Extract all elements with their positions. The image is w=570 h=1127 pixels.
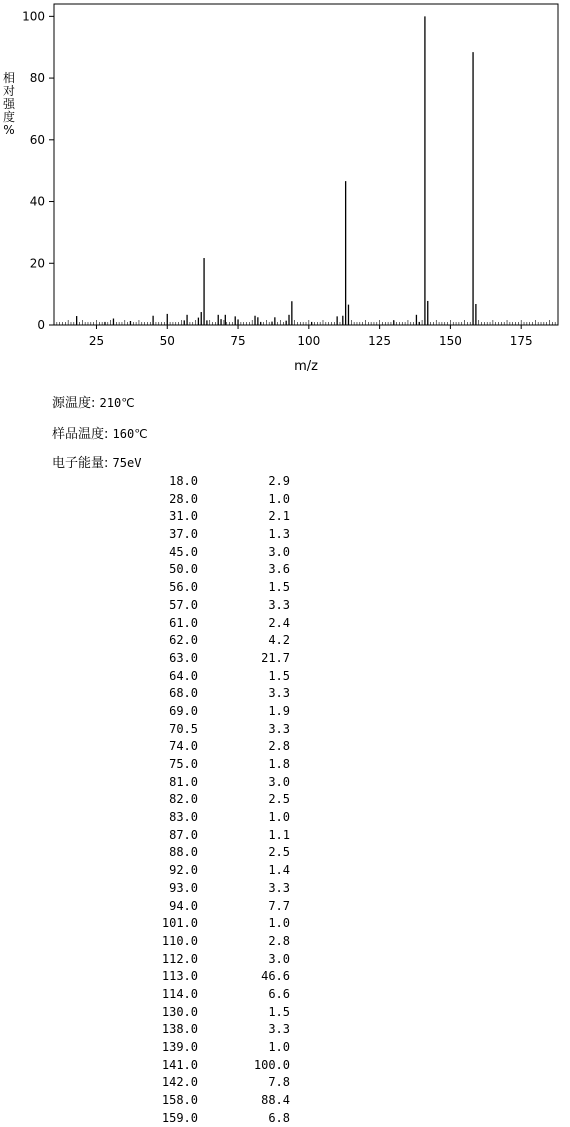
- abundance-value: 1.5: [268, 580, 290, 595]
- mz-value: 83.0: [169, 810, 198, 825]
- table-row: [140, 1004, 290, 1022]
- table-row: [140, 756, 290, 774]
- table-row: [140, 561, 290, 579]
- table-row: [140, 791, 290, 809]
- abundance-value: 3.0: [268, 544, 290, 559]
- table-row: [140, 844, 290, 862]
- mz-value: 18.0: [169, 474, 198, 488]
- x-tick-label: 150: [438, 334, 462, 348]
- x-axis-ticks: [89, 325, 533, 348]
- table-row: [140, 1039, 290, 1057]
- abundance-value: 1.0: [268, 810, 290, 825]
- electron-energy: [52, 452, 141, 471]
- source-temperature: [52, 392, 135, 411]
- y-axis-label-char: 强: [2, 97, 15, 111]
- table-row: [140, 774, 290, 792]
- y-tick-label: 80: [29, 71, 45, 86]
- y-axis-ticks: [22, 9, 54, 332]
- abundance-value: 3.3: [268, 880, 290, 895]
- mz-value: 110.0: [161, 933, 198, 948]
- mz-value: 114.0: [161, 986, 198, 1001]
- abundance-value: 1.4: [268, 863, 290, 878]
- abundance-value: 100.0: [253, 1057, 290, 1072]
- mz-value: 93.0: [169, 880, 198, 895]
- mz-value: 57.0: [169, 597, 198, 612]
- table-row: [140, 1092, 290, 1110]
- x-tick-label: 100: [297, 334, 321, 348]
- mz-value: 62.0: [169, 633, 198, 648]
- mz-value: 141.0: [161, 1057, 198, 1072]
- mz-value: 101.0: [161, 916, 198, 931]
- x-tick-label: 50: [159, 334, 175, 348]
- table-row: [140, 738, 290, 756]
- y-tick-label: 100: [22, 9, 45, 24]
- peak-bars: [77, 16, 476, 325]
- plot-frame: [54, 4, 558, 325]
- table-row: [140, 703, 290, 721]
- y-axis-label-char: 对: [2, 84, 15, 98]
- sample-temperature-value: 160℃: [112, 427, 148, 441]
- mz-value: 139.0: [161, 1040, 198, 1054]
- abundance-value: 2.8: [268, 739, 290, 754]
- table-row: [140, 615, 290, 633]
- abundance-value: 1.0: [268, 916, 290, 931]
- abundance-value: 2.1: [268, 509, 290, 524]
- table-row: [140, 544, 290, 562]
- abundance-value: 2.9: [268, 474, 290, 488]
- electron-energy-value: 75eV: [112, 456, 142, 470]
- mz-value: 75.0: [169, 757, 198, 771]
- abundance-value: 3.3: [268, 597, 290, 612]
- x-tick-label: 175: [509, 334, 533, 348]
- y-axis-label-char: 度: [2, 110, 15, 124]
- x-tick-label: 25: [88, 334, 105, 348]
- abundance-value: 1.1: [268, 827, 290, 842]
- mz-value: 28.0: [169, 491, 198, 506]
- mz-value: 50.0: [169, 562, 198, 577]
- abundance-value: 21.7: [261, 650, 290, 665]
- mz-value: 63.0: [169, 650, 198, 665]
- abundance-value: 46.6: [261, 969, 290, 984]
- mz-value: 31.0: [169, 509, 198, 524]
- mz-value: 70.5: [169, 721, 198, 736]
- mz-value: 94.0: [169, 898, 198, 913]
- x-tick-label: 75: [230, 334, 246, 348]
- x-tick-label: 125: [368, 334, 392, 348]
- table-row: [140, 951, 290, 969]
- table-row: [140, 1021, 290, 1039]
- table-row: [140, 526, 290, 544]
- abundance-value: 1.8: [268, 757, 290, 771]
- abundance-value: 1.0: [268, 491, 290, 506]
- y-axis-label-char: %: [3, 123, 15, 137]
- abundance-value: 2.5: [268, 845, 290, 860]
- table-row: [140, 986, 290, 1004]
- abundance-value: 3.0: [268, 951, 290, 966]
- table-row: [140, 880, 290, 898]
- table-row: [140, 597, 290, 615]
- abundance-value: 6.8: [268, 1110, 290, 1125]
- table-row: [140, 632, 290, 650]
- y-axis-label-char: 相: [2, 71, 15, 85]
- abundance-value: 3.0: [268, 774, 290, 789]
- abundance-value: 88.4: [261, 1093, 290, 1108]
- mz-value: 74.0: [169, 739, 198, 754]
- table-row: [140, 491, 290, 509]
- peak-table: [140, 473, 290, 1127]
- mz-value: 69.0: [169, 703, 198, 718]
- table-row: [140, 862, 290, 880]
- mz-value: 142.0: [161, 1075, 198, 1090]
- abundance-value: 1.5: [268, 668, 290, 683]
- abundance-value: 1.9: [268, 703, 290, 718]
- table-row: [140, 1057, 290, 1075]
- source-temperature-label: 源温度:: [52, 396, 96, 411]
- mz-value: 112.0: [161, 951, 198, 966]
- table-row: [140, 668, 290, 686]
- table-row: [140, 809, 290, 827]
- table-row: [140, 827, 290, 845]
- y-axis-label: [2, 72, 16, 137]
- mz-value: 113.0: [161, 969, 198, 984]
- mz-value: 87.0: [169, 827, 198, 842]
- table-row: [140, 721, 290, 739]
- mz-value: 45.0: [169, 544, 198, 559]
- mz-value: 81.0: [169, 774, 198, 789]
- mz-value: 82.0: [169, 792, 198, 807]
- table-row: [140, 933, 290, 951]
- sample-temperature-label: 样品温度:: [52, 427, 109, 442]
- abundance-value: 3.3: [268, 686, 290, 701]
- sample-temperature: [52, 423, 148, 442]
- abundance-value: 1.5: [268, 1004, 290, 1019]
- mz-value: 68.0: [169, 686, 198, 701]
- table-row: [140, 685, 290, 703]
- mz-value: 37.0: [169, 527, 198, 542]
- abundance-value: 3.3: [268, 1022, 290, 1037]
- table-row: [140, 650, 290, 668]
- mz-value: 130.0: [161, 1004, 198, 1019]
- y-tick-label: 20: [29, 256, 45, 271]
- x-axis-label: m/z: [294, 359, 318, 374]
- abundance-value: 2.8: [268, 933, 290, 948]
- abundance-value: 7.7: [268, 898, 290, 913]
- abundance-value: 3.3: [268, 721, 290, 736]
- abundance-value: 2.4: [268, 615, 290, 630]
- mz-value: 159.0: [161, 1110, 198, 1125]
- abundance-value: 3.6: [268, 562, 290, 577]
- mz-value: 92.0: [169, 863, 198, 878]
- y-tick-label: 40: [29, 194, 45, 209]
- y-tick-label: 0: [37, 318, 45, 332]
- table-row: [140, 898, 290, 916]
- table-row: [140, 1110, 290, 1127]
- mz-value: 158.0: [161, 1093, 198, 1108]
- abundance-value: 1.3: [268, 527, 290, 542]
- y-tick-label: 60: [29, 132, 45, 147]
- abundance-value: 1.0: [268, 1040, 290, 1054]
- mz-value: 88.0: [169, 845, 198, 860]
- abundance-value: 2.5: [268, 792, 290, 807]
- table-row: [140, 968, 290, 986]
- table-row: [140, 915, 290, 933]
- source-temperature-value: 210℃: [99, 396, 135, 410]
- table-row: [140, 1074, 290, 1092]
- abundance-value: 6.6: [268, 986, 290, 1001]
- abundance-value: 7.8: [268, 1075, 290, 1090]
- table-row: [140, 508, 290, 526]
- mz-value: 64.0: [169, 668, 198, 683]
- abundance-value: 4.2: [268, 633, 290, 648]
- minor-ticks: [54, 320, 558, 325]
- mz-value: 138.0: [161, 1022, 198, 1037]
- table-row: [140, 473, 290, 491]
- electron-energy-label: 电子能量:: [52, 456, 109, 471]
- mass-spectrum-chart: [0, 0, 570, 380]
- mz-value: 61.0: [169, 615, 198, 630]
- mz-value: 56.0: [169, 580, 198, 595]
- table-row: [140, 579, 290, 597]
